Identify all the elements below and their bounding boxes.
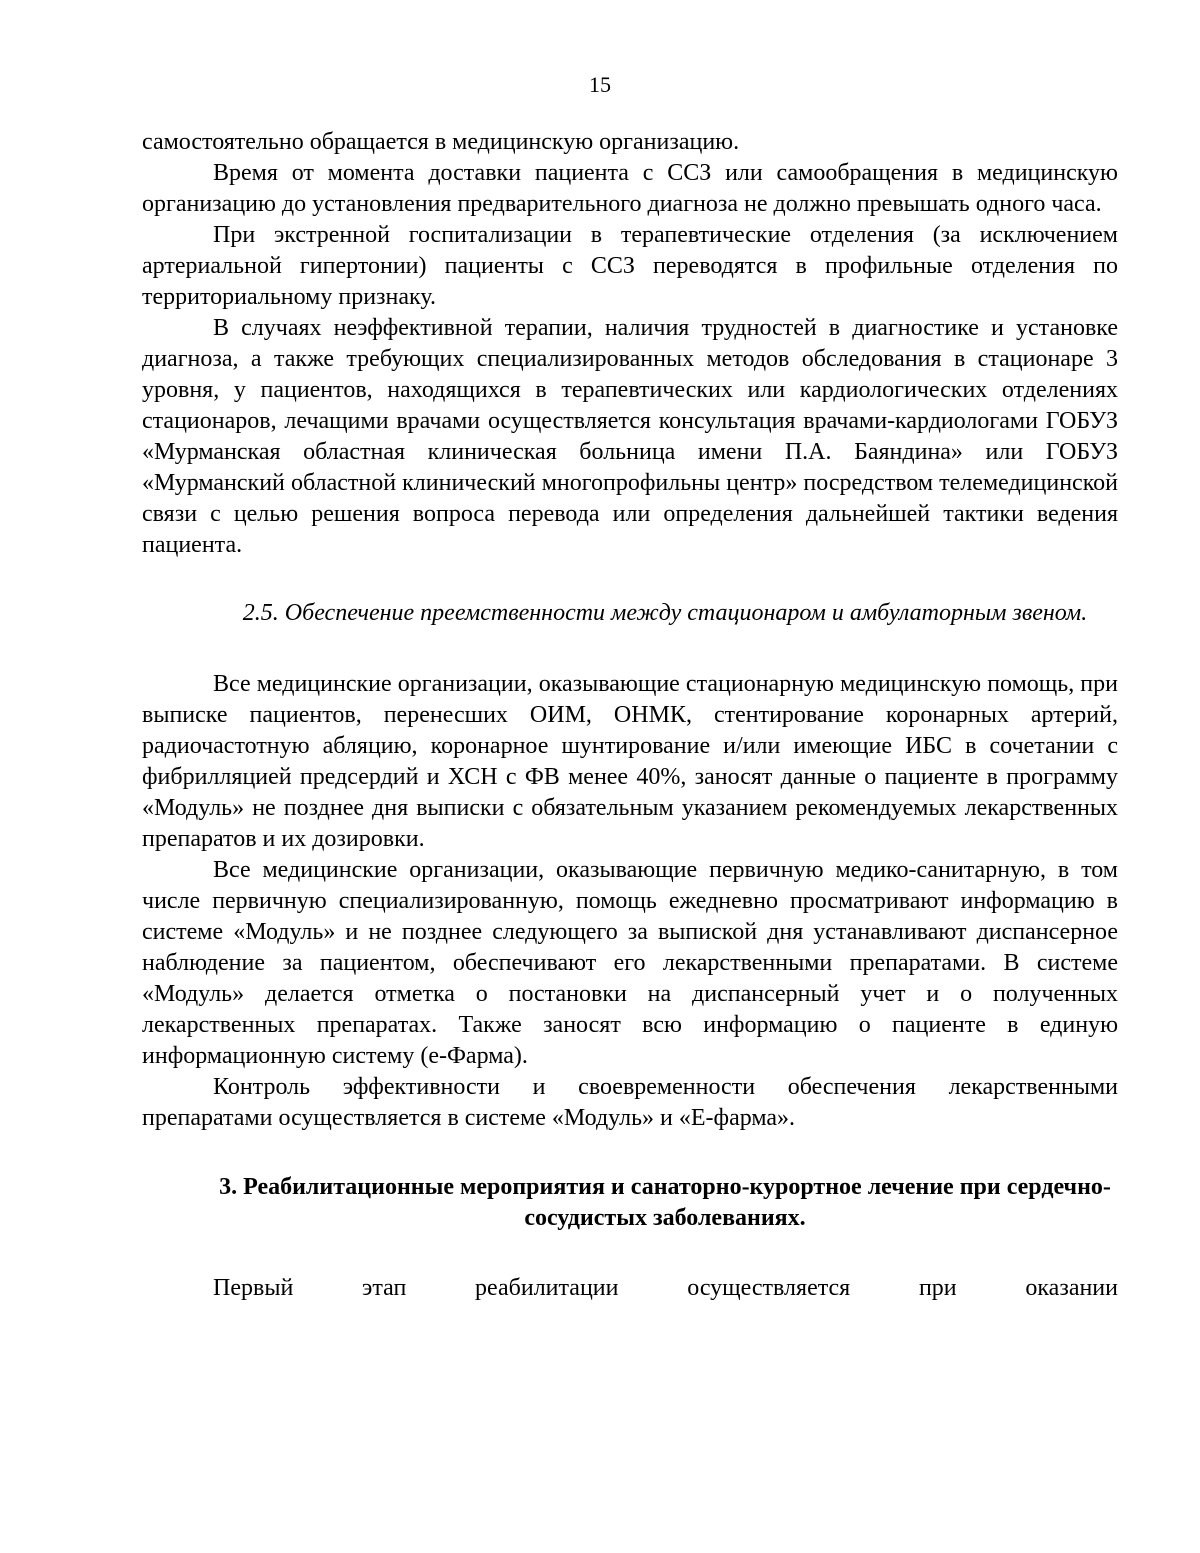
paragraph-diagnosis-time: Время от момента доставки пациента с ССЗ или самообращения в медицинскую организацию до установления предварительного диагноза не должно превышать одного часа. (142, 160, 1118, 217)
paragraph-primary-care: Все медицинские организации, оказывающие первичную медико-санитарную, в том числе первичную специализированную, помощь ежедневно просматривают информацию в системе «Модуль» и не позднее следующего за выпиской дня устанавливают диспансерное наблюдение за пациентом, обеспечивают его лекарственными препаратами. В системе «Модуль» делается отметка о постановки на диспансерный учет и о полученных лекарственных препаратах. Также заносят всю информацию о пациенте в единую информационную систему (е-Фарма). (142, 857, 1118, 1069)
section-3-heading: 3. Реабилитационные мероприятия и санаторно-курортное лечение при сердечно-сосудистых заболеваниях. (219, 1174, 1111, 1231)
paragraph-control: Контроль эффективности и своевременности обеспечения лекарственными препаратами осуществляется в системе «Модуль» и «Е-фарма». (142, 1074, 1118, 1131)
paragraph-rehab-first-stage: Первый этап реабилитации осуществляется при оказании (213, 1275, 1118, 1301)
document-body (142, 127, 1118, 1304)
paragraph-discharge: Все медицинские организации, оказывающие стационарную медицинскую помощь, при выписке пациентов, перенесших ОИМ, ОНМК, стентирование коронарных артерий, радиочастотную абляцию, коронарное шунтирование и/или имеющие ИБС в сочетании с фибрилляцией предсердий и ХСН с ФВ менее 40%, заносят данные о пациенте в программу «Модуль» не позднее дня выписки с обязательным указанием рекомендуемых лекарственных препаратов и их дозировки. (142, 671, 1118, 852)
paragraph-emergency-hospitalization: При экстренной госпитализации в терапевтические отделения (за исключением артериальной гипертонии) пациенты с ССЗ переводятся в профильные отделения по территориальному признаку. (142, 222, 1118, 310)
paragraph-consultation: В случаях неэффективной терапии, наличия трудностей в диагностике и установке диагноза, а также требующих специализированных методов обследования в стационаре 3 уровня, у пациентов, находящихся в терапевтических или кардиологических отделениях стационаров, лечащими врачами осуществляется консультация врачами-кардиологами ГОБУЗ «Мурманская областная клиническая больница имени П.А. Баяндина» или ГОБУЗ «Мурманский областной клинический многопрофильны центр» посредством телемедицинской связи с целью решения вопроса перевода или определения дальнейшей тактики ведения пациента. (142, 315, 1118, 558)
section-2-5-heading: 2.5. Обеспечение преемственности между стационаром и амбулаторным звеном. (242, 600, 1088, 626)
paragraph-continuation: самостоятельно обращается в медицинскую организацию. (142, 129, 740, 155)
page-number: 15 (589, 72, 611, 97)
